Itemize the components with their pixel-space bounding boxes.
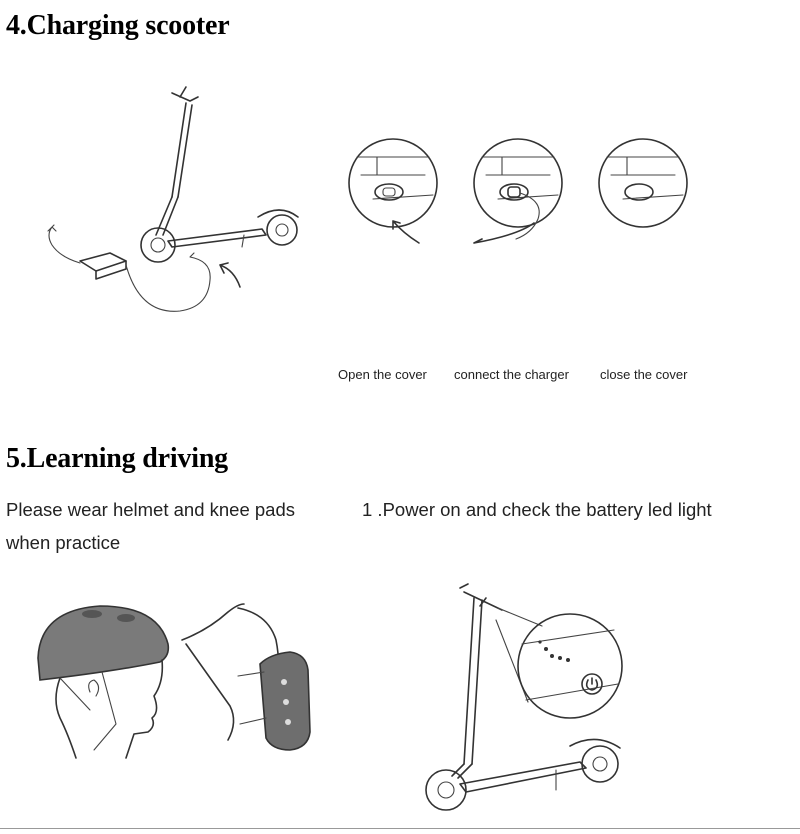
caption-connect-charger: connect the charger bbox=[454, 367, 569, 382]
power-on-step-label: 1 .Power on and check the battery led light bbox=[362, 499, 712, 520]
charger-connected-icon bbox=[468, 135, 568, 245]
section-5-title: 5.Learning driving bbox=[6, 443, 228, 474]
page-bottom-rule bbox=[0, 828, 800, 829]
helmet-illustration bbox=[30, 600, 185, 760]
knee-pad-illustration bbox=[178, 600, 333, 765]
scooter-battery-led-illustration bbox=[410, 580, 650, 825]
power-on-step-text bbox=[338, 493, 738, 526]
safety-gear-text: Please wear helmet and knee pads when practice bbox=[6, 499, 295, 553]
charge-port-cover-closed-icon bbox=[595, 135, 695, 235]
section-4-title: 4.Charging scooter bbox=[6, 10, 230, 41]
caption-open-cover: Open the cover bbox=[338, 367, 427, 382]
scooter-charging-illustration bbox=[30, 85, 320, 325]
caption-close-cover: close the cover bbox=[600, 367, 688, 382]
charge-port-cover-open-icon bbox=[347, 135, 442, 245]
